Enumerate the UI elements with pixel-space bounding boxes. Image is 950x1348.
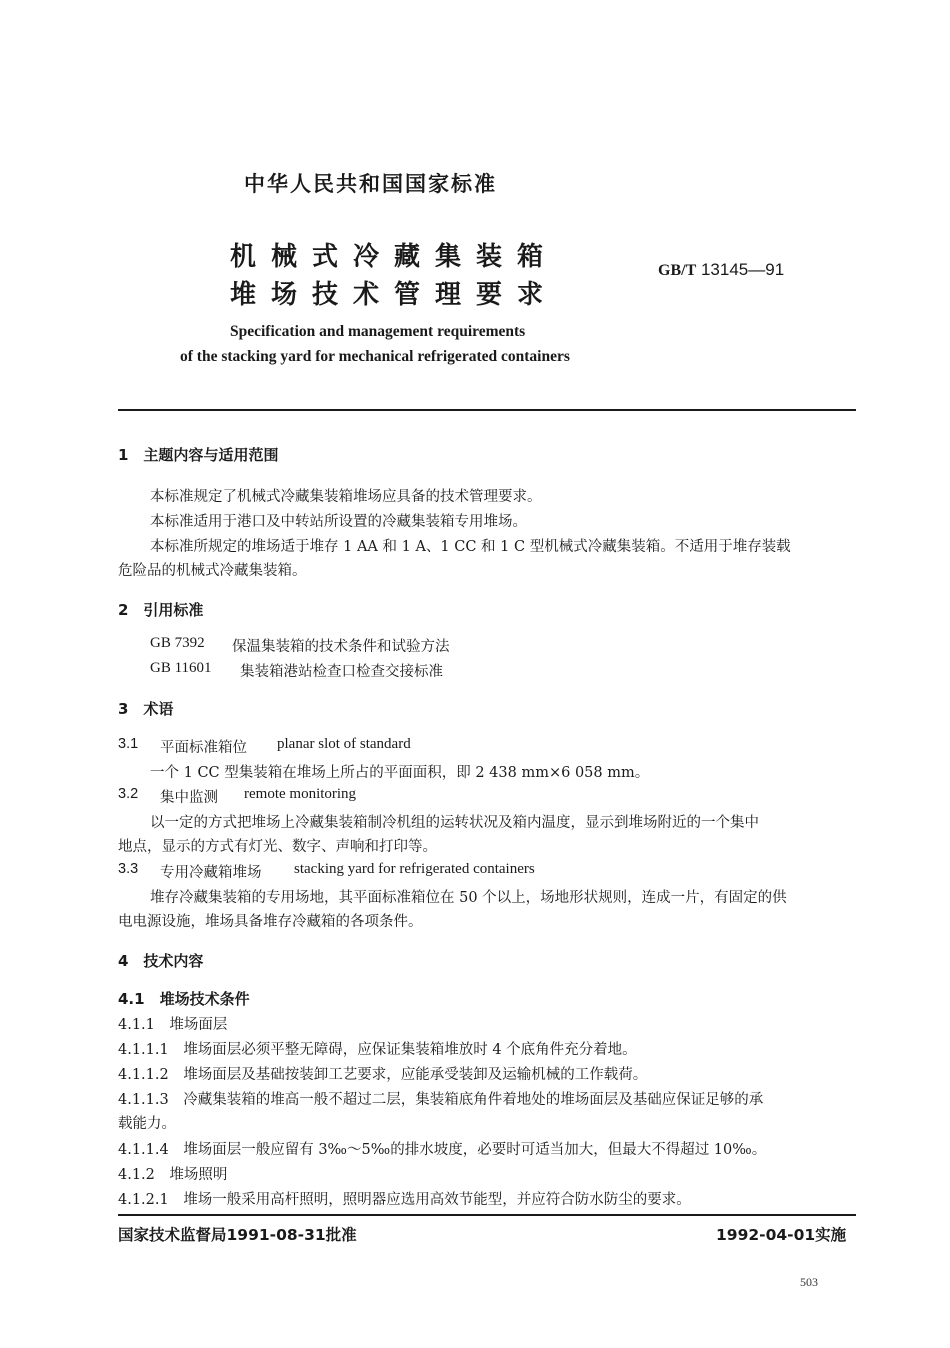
reference-1-title: 保温集装箱的技术条件和试验方法 (232, 639, 450, 655)
document-title-line1: 机械式冷藏集装箱 (230, 242, 559, 272)
english-title-line2: of the stacking yard for mechanical refrigerated containers (180, 348, 570, 365)
clause-4-1-1-3-cont: 载能力。 (118, 1116, 176, 1132)
clause-4-1-1: 4.1.1 堆场面层 (118, 1017, 228, 1033)
section-1-paragraph-2: 本标准适用于港口及中转站所设置的冷藏集装箱专用堆场。 (150, 514, 527, 530)
reference-2-code: GB 11601 (150, 660, 212, 676)
standard-code-number: 13145—91 (700, 260, 785, 279)
clause-4-1: 4.1 堆场技术条件 (118, 990, 250, 1008)
term-3-2-name: 集中监测 (160, 790, 218, 806)
term-3-1-name: 平面标准箱位 (160, 740, 247, 756)
term-3-3-definition: 堆存冷藏集装箱的专用场地，其平面标准箱位在 50 个以上，场地形状规则，连成一片，有固定的供 (150, 890, 787, 906)
term-3-1-number: 3.1 (118, 736, 139, 752)
section-1-heading: 1 主题内容与适用范围 (118, 446, 279, 464)
term-3-3-english: stacking yard for refrigerated containers (294, 861, 535, 877)
term-3-1-definition: 一个 1 CC 型集装箱在堆场上所占的平面面积，即 2 438 mm×6 058 mm。 (150, 765, 650, 781)
section-3-heading: 3 术语 (118, 700, 174, 718)
standard-code (658, 260, 784, 280)
section-1-paragraph-3-cont: 危险品的机械式冷藏集装箱。 (118, 563, 307, 579)
national-standard-label: 中华人民共和国国家标准 (244, 172, 497, 196)
english-title-line1: Specification and management requirements (230, 323, 526, 340)
clause-4-1-1-3: 4.1.1.3 冷藏集装箱的堆高一般不超过二层，集装箱底角件着地处的堆场面层及基础应保证足够的承 (118, 1092, 764, 1108)
header-divider (118, 409, 856, 411)
implementation-date: 1992-04-01实施 (716, 1226, 847, 1244)
term-3-2-definition: 以一定的方式把堆场上冷藏集装箱制冷机组的运转状况及箱内温度，显示到堆场附近的一个集中 (150, 815, 759, 831)
clause-4-1-2: 4.1.2 堆场照明 (118, 1167, 228, 1183)
term-3-3-name: 专用冷藏箱堆场 (160, 865, 262, 881)
clause-4-1-1-2: 4.1.1.2 堆场面层及基础按装卸工艺要求，应能承受装卸及运输机械的工作载荷。 (118, 1067, 648, 1083)
clause-4-1-1-4: 4.1.1.4 堆场面层一般应留有 3‰～5‰的排水坡度，必要时可适当加大，但最大不得超过 10‰。 (118, 1142, 767, 1158)
standard-code-prefix: GB/T (658, 262, 697, 279)
clause-4-1-1-1: 4.1.1.1 堆场面层必须平整无障碍，应保证集装箱堆放时 4 个底角件充分着地。 (118, 1042, 637, 1058)
term-3-1-english: planar slot of standard (277, 736, 411, 752)
clause-4-1-2-1: 4.1.2.1 堆场一般采用高杆照明，照明器应选用高效节能型，并应符合防水防尘的要求。 (118, 1192, 691, 1208)
reference-2-title: 集装箱港站检查口检查交接标准 (240, 664, 443, 680)
term-3-2-number: 3.2 (118, 786, 139, 802)
term-3-3-number: 3.3 (118, 861, 139, 877)
section-1-paragraph-3: 本标准所规定的堆场适于堆存 1 AA 和 1 A、1 CC 和 1 C 型机械式冷藏集装箱。不适用于堆存装载 (150, 539, 791, 555)
reference-1-code: GB 7392 (150, 635, 205, 651)
term-3-2-definition-cont: 地点，显示的方式有灯光、数字、声响和打印等。 (118, 839, 437, 855)
approval-date: 国家技术监督局1991-08-31批准 (118, 1226, 357, 1244)
document-title-line2: 堆场技术管理要求 (230, 280, 559, 310)
footer-divider (118, 1214, 856, 1216)
term-3-2-english: remote monitoring (244, 786, 357, 802)
term-3-3-definition-cont: 电电源设施，堆场具备堆存冷藏箱的各项条件。 (118, 914, 423, 930)
page-number: 503 (800, 1275, 818, 1289)
section-4-heading: 4 技术内容 (118, 952, 204, 970)
section-1-paragraph-1: 本标准规定了机械式冷藏集装箱堆场应具备的技术管理要求。 (150, 489, 542, 505)
section-2-heading: 2 引用标准 (118, 601, 204, 619)
